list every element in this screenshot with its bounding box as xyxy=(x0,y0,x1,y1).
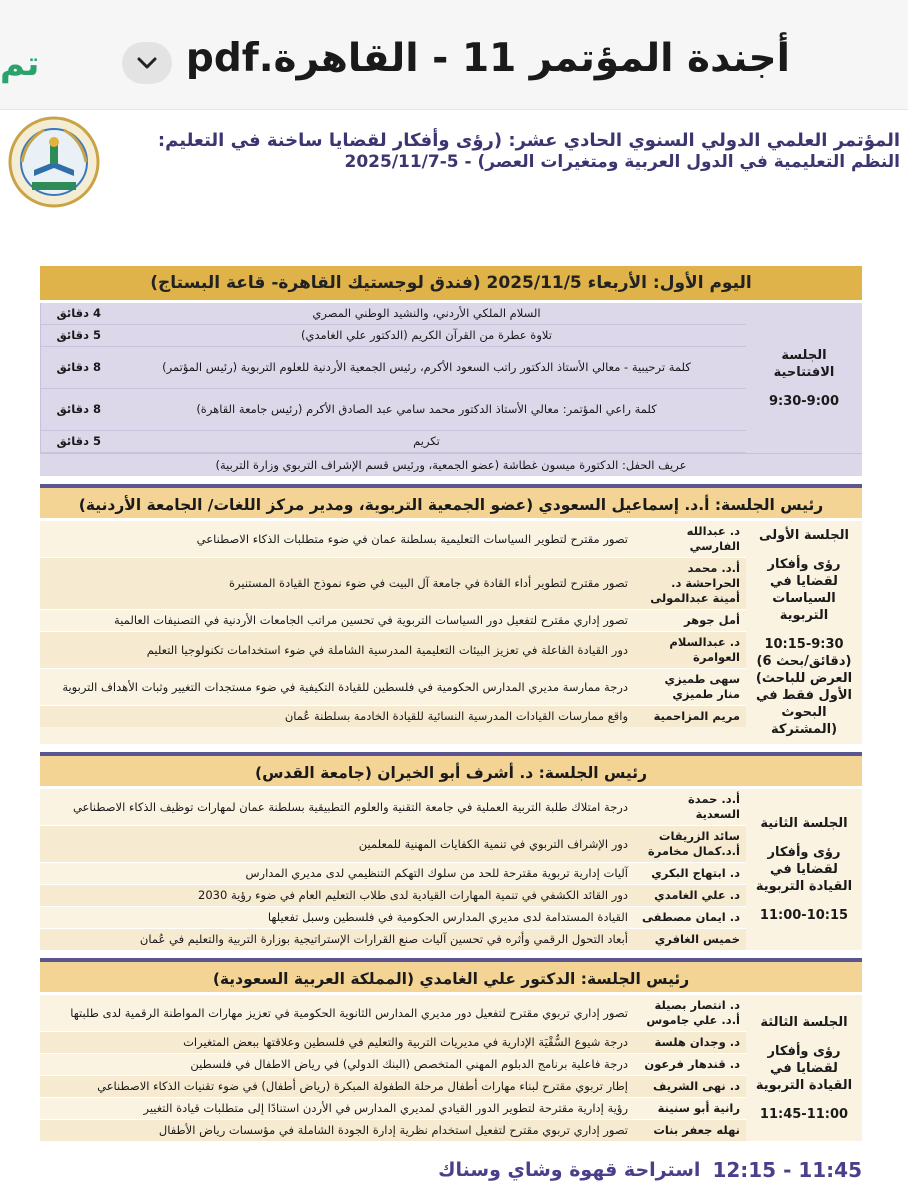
paper-author: د. ابتهاج البكري xyxy=(651,866,740,880)
paper-row xyxy=(40,1032,746,1054)
opening-item-text: تكريم xyxy=(107,431,746,452)
session-block xyxy=(40,518,862,744)
document-header xyxy=(0,110,908,258)
session-topic: رؤى وأفكار لقضايا في القيادة التربوية xyxy=(755,845,853,894)
paper-author: أمل جوهر xyxy=(684,613,740,627)
association-logo-icon xyxy=(8,116,100,208)
session-box xyxy=(746,789,862,950)
opening-item-duration: 8 دقائق xyxy=(41,357,107,378)
opening-item-text: كلمة ترحيبية - معالي الأستاذ الدكتور راتب السعود الأكرم، رئيس الجمعية الأردنية للعلوم التربوية (رئيس المؤتمر) xyxy=(107,357,746,378)
paper-author: رانية أبو سنينة xyxy=(657,1101,740,1115)
paper-author: د. علي الغامدي xyxy=(654,888,740,902)
session-chair: رئيس الجلسة: الدكتور علي الغامدي (المملكة العربية السعودية) xyxy=(40,958,862,992)
done-button[interactable]: تم xyxy=(0,44,40,84)
paper-title: دور القيادة الفاعلة في تعزيز البيئات التعليمية المدرسية الشاملة في ضوء استخدامات تكنولوجيا التعليم xyxy=(146,642,628,657)
opening-item xyxy=(41,325,746,347)
session-topic: رؤى وأفكار لقضايا في القيادة التربوية xyxy=(755,1043,853,1093)
opening-item-text: السلام الملكي الأردني، والنشيد الوطني المصري xyxy=(107,303,746,324)
session-block xyxy=(40,786,862,950)
paper-author: د. عبدالله الفارسي xyxy=(686,524,740,553)
session-note: (6 دقائق/بحث) (العرض للباحث الأول فقط في البحوث المشتركة) xyxy=(755,654,853,737)
paper-author: د. انتصار بصيلة أ.د. علي جاموس xyxy=(646,998,740,1027)
paper-row xyxy=(40,1098,746,1120)
paper-row xyxy=(40,1054,746,1076)
session-time: 10:15-9:30 xyxy=(764,637,844,652)
opening-session-box xyxy=(746,303,862,453)
paper-title: واقع ممارسات القيادات المدرسية النسائية للقيادة الخادمة بسلطنة عُمان xyxy=(284,709,628,723)
paper-author: أ.د. محمد الحراحشة د. أمينة عبدالمولى xyxy=(650,561,740,605)
viewer-toolbar xyxy=(0,0,908,110)
paper-row xyxy=(40,669,746,706)
paper-author: د. قندهار فرعون xyxy=(644,1057,740,1071)
paper-row xyxy=(40,632,746,669)
paper-title: تصور إداري مقترح لتفعيل دور السياسات التربوية في تحسين مراتب الجامعات الأردنية في التصنيفات العالمية xyxy=(114,613,628,627)
paper-title: القيادة المستدامة لدى مديري المدارس الحكومية في فلسطين وسبل تفعيلها xyxy=(267,910,628,924)
opening-session-name: الجلسة الافتتاحية xyxy=(773,347,835,380)
opening-item-duration: 4 دقائق xyxy=(41,303,107,324)
session-name: الجلسة الثانية xyxy=(760,816,848,831)
session-chair: رئيس الجلسة: د. أشرف أبو الخيران (جامعة القدس) xyxy=(40,752,862,786)
conference-title-line1: المؤتمر العلمي الدولي السنوي الحادي عشر: (رؤى وأفكار لقضايا ساخنة في التعليم: xyxy=(157,130,900,151)
paper-row xyxy=(40,789,746,826)
opening-item xyxy=(41,347,746,389)
paper-author: د. نهى الشريف xyxy=(653,1079,740,1093)
paper-row xyxy=(40,907,746,929)
opening-item-text: كلمة راعي المؤتمر: معالي الأستاذ الدكتور محمد سامي عبد الصادق الأكرم (رئيس جامعة القاهرة) xyxy=(107,399,746,420)
opening-item xyxy=(41,389,746,431)
agenda-table xyxy=(40,266,862,1141)
session-name: الجلسة الثالثة xyxy=(760,1014,848,1030)
day-heading: اليوم الأول: الأربعاء 2025/11/5 (فندق لوجستيك القاهرة- قاعة البستاج) xyxy=(40,266,862,300)
paper-row xyxy=(40,929,746,950)
paper-title: تصور إداري تربوي مقترح لتفعيل استخدام نظرية إدارة الجودة الشاملة في مؤسسات رياض الأطفال xyxy=(158,1123,628,1137)
paper-title: دور الإشراف التربوي في تنمية الكفايات المهنية للمعلمين xyxy=(358,836,628,851)
opening-item-duration: 5 دقائق xyxy=(41,325,107,346)
session-time: 11:00-10:15 xyxy=(759,908,849,923)
paper-title: درجة ممارسة مديري المدارس الحكومية في فلسطين للقيادة التكيفية في ضوء مستجدات التغيير وثبات الأهداف التربوية xyxy=(62,679,628,694)
paper-author: أ.د. حمدة السعدية xyxy=(687,792,740,821)
session-block xyxy=(40,992,862,1141)
paper-author: سهى طميزي منار طميزي xyxy=(664,672,740,701)
opening-item-duration: 5 دقائق xyxy=(41,431,107,452)
opening-item xyxy=(41,431,746,453)
session-topic: رؤى وأفكار لقضايا في السياسات التربوية xyxy=(767,557,841,623)
paper-row xyxy=(40,1076,746,1098)
paper-title: أبعاد التحول الرقمي وأثره في تحسين آليات صنع القرارات الإستراتيجية بوزارة التربية والتعليم في عُمان xyxy=(139,932,628,946)
paper-title: دور القائد الكشفي في تنمية المهارات القيادية لدى طلاب التعليم العام في ضوء رؤية 2030 xyxy=(198,888,628,902)
session-name: الجلسة الأولى xyxy=(759,528,849,543)
paper-row xyxy=(40,826,746,863)
coffee-break xyxy=(436,1150,862,1190)
paper-title: درجة امتلاك طلبة التربية العملية في جامعة التقنية والعلوم التطبيقية بسلطنة عمان لمهارات توظيف الذكاء الاصطناعي xyxy=(72,799,628,814)
break-time: 12:15 - 11:45 xyxy=(712,1158,862,1182)
paper-author: د. عبدالسلام العوامرة xyxy=(669,635,740,664)
paper-author: خميس الغافري xyxy=(654,932,740,946)
paper-row xyxy=(40,995,746,1032)
paper-title: تصور مقترح لتطوير السياسات التعليمية بسلطنة عمان في ضوء متطلبات الذكاء الاصطناعي xyxy=(196,531,628,546)
paper-title: درجة فاعلية برنامج الدبلوم المهني المتخصص (البنك الدولي) في رياض الاطفال في فلسطين xyxy=(190,1057,628,1071)
paper-row xyxy=(40,1120,746,1141)
paper-author: د. ايمان مصطفى xyxy=(642,910,740,924)
master-of-ceremonies: عريف الحفل: الدكتورة ميسون غطاشة (عضو الجمعية، ورئيس قسم الإشراف التربوي وزارة التربية) xyxy=(40,453,862,476)
opening-item xyxy=(41,303,746,325)
paper-title: آليات إدارية تربوية مقترحة للحد من سلوك التهكم التنظيمي لدى مديري المدارس xyxy=(245,866,628,880)
session-chair: رئيس الجلسة: أ.د. إسماعيل السعودي (عضو الجمعية التربوية، ومدير مركز اللغات/ الجامعة الأردنية) xyxy=(40,484,862,518)
opening-item-text: تلاوة عطرة من القرآن الكريم (الدكتور علي الغامدي) xyxy=(107,325,746,346)
session-box xyxy=(746,995,862,1141)
paper-title: تصور إداري تربوي مقترح لتفعيل دور مديري المدارس الثانوية الحكومية في تعزيز مهارات المواطنة الرقمية لدى طلبتها xyxy=(70,1005,628,1020)
conference-title-line2: النظم التعليمية في الدول العربية ومتغيرات العصر) - 5-2025/11/7 xyxy=(344,152,900,172)
chevron-down-icon xyxy=(137,57,157,69)
paper-title: رؤية إدارية مقترحة لتطوير الدور القيادي لمديري المدارس في الأردن استنادًا إلى متطلبات قيادة التغيير xyxy=(143,1101,628,1115)
paper-author: نهله جعفر بنات xyxy=(653,1123,740,1137)
conference-title xyxy=(112,130,900,173)
paper-author: سائد الزريقات أ.د.كمال مخامرة xyxy=(647,829,740,858)
paper-row xyxy=(40,885,746,907)
paper-row xyxy=(40,863,746,885)
break-label: استراحة قهوة وشاي وسناك xyxy=(438,1159,701,1181)
session-box xyxy=(746,521,862,744)
session-time: 11:45-11:00 xyxy=(759,1106,849,1122)
paper-row xyxy=(40,610,746,632)
paper-title: تصور مقترح لتطوير أداء القادة في جامعة آل البيت في ضوء نموذج القيادة المستنيرة xyxy=(229,576,628,590)
paper-row xyxy=(40,706,746,727)
paper-author: د. وجدان هلسة xyxy=(654,1035,740,1049)
paper-title: إطار تربوي مقترح لبناء مهارات أطفال مرحلة الطفولة المبكرة (رياض أطفال) في ضوء تقنيات الذكاء الاصطناعي xyxy=(97,1079,628,1093)
opening-item-duration: 8 دقائق xyxy=(41,399,107,420)
paper-author: مريم المزاحمية xyxy=(653,709,740,723)
paper-title: درجة شيوع السُّقْيَة الإدارية في مديريات التربية والتعليم في فلسطين وعلاقتها ببعض المتغيرات xyxy=(183,1035,628,1049)
opening-session-time: 9:30-9:00 xyxy=(768,393,840,409)
paper-row xyxy=(40,558,746,610)
paper-row xyxy=(40,521,746,558)
opening-session xyxy=(40,300,862,453)
file-title: أجندة المؤتمر 11 - القاهرة.pdf xyxy=(185,36,790,81)
title-menu-button[interactable] xyxy=(122,42,172,84)
